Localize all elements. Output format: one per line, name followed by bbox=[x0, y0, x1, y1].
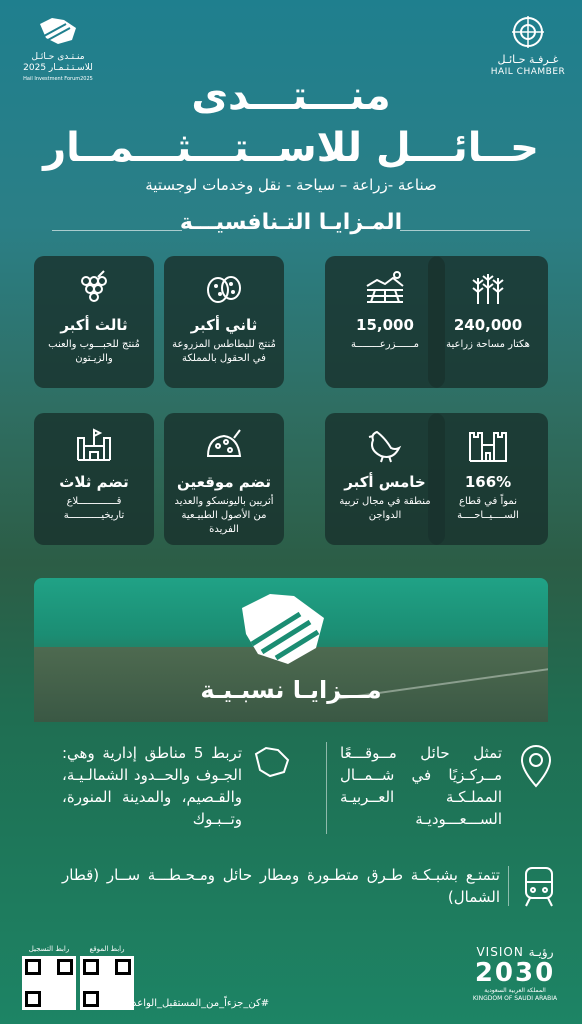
chamber-logo-en: HAIL CHAMBER bbox=[490, 67, 566, 77]
card-big: ثاني أكبر bbox=[190, 316, 258, 334]
potato-icon bbox=[164, 268, 284, 308]
card-small: قـــــــــــــلاع تاريخيـــــــــــة bbox=[63, 496, 125, 521]
rock-art-icon bbox=[164, 425, 284, 465]
fortress-icon bbox=[428, 425, 548, 465]
card-agri-area bbox=[428, 256, 548, 388]
page-title bbox=[0, 70, 582, 174]
transport-text: تتمتـع بشبـكـة طـرق متطـورة ومطار حائل ومـحـطـــة ســار (قطار الشمال) bbox=[62, 866, 500, 906]
qr-register-label: رابط التسجيل bbox=[28, 945, 70, 953]
vision-year: 2030 bbox=[474, 958, 556, 988]
card-poultry bbox=[325, 413, 445, 545]
wheat-icon bbox=[428, 268, 548, 308]
transport-divider bbox=[508, 866, 509, 906]
qr-website-label: رابط الموقع bbox=[89, 945, 125, 953]
chamber-logo-ar: غـرفـة حـائـل bbox=[497, 53, 559, 66]
vision-2030-logo bbox=[470, 945, 560, 1003]
card-big: 240,000 bbox=[453, 316, 523, 334]
card-small: هكتار مساحة زراعية bbox=[446, 339, 530, 350]
card-farms bbox=[325, 256, 445, 388]
card-big: تضم موقعين bbox=[177, 473, 271, 491]
vision-ar: رؤيـة bbox=[528, 945, 554, 959]
card-small: منطقة في مجال تربية الدواجن bbox=[339, 496, 431, 521]
card-grains-grapes bbox=[34, 256, 154, 388]
card-small: مــــــزرعــــــــة bbox=[350, 339, 420, 350]
location-pin-icon bbox=[518, 742, 554, 790]
qr-website[interactable] bbox=[80, 956, 134, 1010]
card-big: خامس أكبر bbox=[344, 473, 426, 491]
page-subtitle: صناعة -زراعة – سياحة - نقل وخدمات لوجستية bbox=[145, 176, 437, 194]
card-small: مُنتج للبطاطس المزروعة في الحقول بالمملكة bbox=[172, 339, 276, 364]
grapes-icon bbox=[34, 268, 154, 308]
title-line-2: حــائـــل للاســتـــثـــمــار bbox=[43, 125, 539, 171]
qr-register[interactable] bbox=[22, 956, 76, 1010]
card-unesco bbox=[164, 413, 284, 545]
vision-country-ar: المملكة العربية السعودية bbox=[484, 987, 546, 994]
card-small: أثريين باليونسكو والعديد من الأصول الطبيـعية الفريدة bbox=[174, 496, 274, 535]
competitive-heading: المـزايـا التـنافسيـــة bbox=[179, 210, 403, 235]
relative-heading: مـــزايـا نسبـيـة bbox=[200, 676, 382, 704]
card-tourism bbox=[428, 413, 548, 545]
card-small: نمواً في قطاع الســــيــاحــــة bbox=[457, 496, 519, 521]
chicken-icon bbox=[325, 425, 445, 465]
regions-text: تربط 5 مناطق إدارية وهي: الجـوف والحــدود الشمالـيـة، والقـصيم، والمدينة المنورة، وتــبـوك bbox=[62, 744, 242, 828]
card-small: مُنتج للحبـــوب والعنب والزيـتون bbox=[48, 339, 140, 364]
hashtag: #كن_جزءاً_من_المستقبل_الواعد bbox=[132, 998, 270, 1009]
relative-advantages-banner bbox=[34, 578, 548, 722]
train-icon bbox=[522, 864, 556, 908]
saudi-map-icon bbox=[232, 586, 332, 670]
forum-logo-en: Hail Investment Forum2025 bbox=[23, 76, 93, 82]
forum-logo-ar2: للاسـتـثـمـار 2025 bbox=[23, 63, 93, 73]
forum-logo-ar: منـتـدى حـائـل bbox=[31, 52, 85, 62]
location-text: تمثل حائل مــوقـــعًا مــركـزيًا في شــمــال المملـكـة العــربيـة الســـعـــوديـة bbox=[340, 744, 502, 828]
vision-country-en: KINGDOM OF SAUDI ARABIA bbox=[472, 995, 558, 1002]
card-castles bbox=[34, 413, 154, 545]
features-divider bbox=[326, 742, 327, 834]
card-potatoes bbox=[164, 256, 284, 388]
saudi-outline-icon bbox=[252, 744, 292, 780]
saudi-map-icon bbox=[36, 14, 80, 48]
chamber-emblem-icon bbox=[508, 14, 548, 50]
vision-en: VISION bbox=[476, 945, 524, 959]
card-big: تضم ثلاث bbox=[59, 473, 129, 491]
title-line-1: منـــتـــدى bbox=[191, 73, 391, 119]
farm-field-icon bbox=[325, 268, 445, 308]
card-big: 15,000 bbox=[356, 316, 414, 334]
castle-icon bbox=[34, 425, 154, 465]
card-big: 166% bbox=[464, 473, 512, 491]
card-big: ثالث أكبر bbox=[60, 316, 128, 334]
